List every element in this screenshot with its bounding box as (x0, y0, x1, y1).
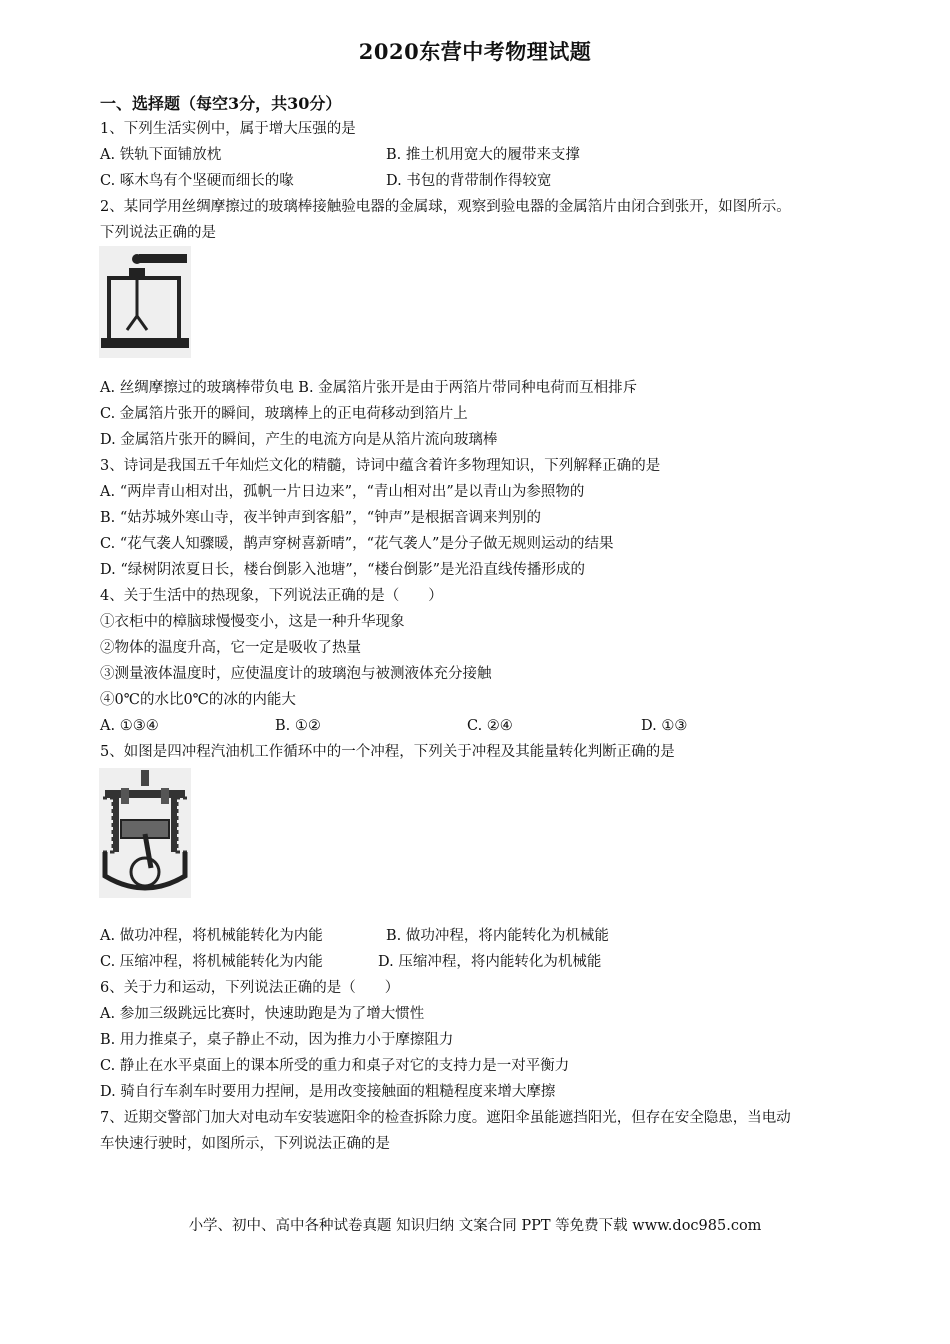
question-4-statement-1: ①衣柜中的樟脑球慢慢变小，这是一种升华现象 (100, 614, 405, 630)
question-2-option-d: D. 金属箔片张开的瞬间，产生的电流方向是从箔片流向玻璃棒 (100, 432, 498, 448)
question-2-stem-cont: 下列说法正确的是 (100, 225, 216, 241)
question-5-option-a: A. 做功冲程，将机械能转化为内能 (100, 928, 323, 944)
question-4-option-c: C. ②④ (467, 718, 513, 734)
question-3-option-d: D. “绿树阴浓夏日长，楼台倒影入池塘”，“楼台倒影”是光沿直线传播形成的 (100, 562, 585, 578)
question-3-option-a: A. “两岸青山相对出，孤帆一片日边来”，“青山相对出”是以青山为参照物的 (100, 484, 585, 500)
question-1-stem: 1、下列生活实例中，属于增大压强的是 (100, 121, 356, 137)
question-1-option-b: B. 推土机用宽大的履带来支撑 (386, 147, 580, 163)
question-4-stem: 4、关于生活中的热现象，下列说法正确的是（ ） (100, 588, 443, 604)
engine-figure (99, 768, 191, 898)
question-1-option-d: D. 书包的背带制作得较宽 (386, 173, 552, 189)
question-3-option-b: B. “姑苏城外寒山寺，夜半钟声到客船”，“钟声”是根据音调来判别的 (100, 510, 542, 526)
electroscope-figure (99, 246, 191, 358)
question-4-statement-3: ③测量液体温度时，应使温度计的玻璃泡与被测液体充分接触 (100, 666, 492, 682)
question-6-option-b: B. 用力推桌子，桌子静止不动，因为推力小于摩擦阻力 (100, 1032, 454, 1048)
question-6-option-a: A. 参加三级跳远比赛时，快速助跑是为了增大惯性 (100, 1006, 425, 1022)
question-2-option-ab: A. 丝绸摩擦过的玻璃棒带负电 B. 金属箔片张开是由于两箔片带同种电荷而互相排斥 (100, 380, 638, 396)
question-7-stem-cont: 车快速行驶时，如图所示，下列说法正确的是 (100, 1136, 390, 1152)
question-4-statement-2: ②物体的温度升高，它一定是吸收了热量 (100, 640, 361, 656)
question-1-option-c: C. 啄木鸟有个坚硬而细长的喙 (100, 173, 294, 189)
question-1-option-a: A. 铁轨下面铺放枕 (100, 147, 222, 163)
question-5-option-d: D. 压缩冲程，将内能转化为机械能 (378, 954, 602, 970)
question-5-stem: 5、如图是四冲程汽油机工作循环中的一个冲程，下列关于冲程及其能量转化判断正确的是 (100, 744, 675, 760)
question-4-option-b: B. ①② (275, 718, 321, 734)
question-5-option-b: B. 做功冲程，将内能转化为机械能 (386, 928, 609, 944)
question-4-statement-4: ④0℃的水比0℃的冰的内能大 (100, 692, 296, 708)
question-3-stem: 3、诗词是我国五千年灿烂文化的精髓，诗词中蕴含着许多物理知识，下列解释正确的是 (100, 458, 661, 474)
page-title: 2020东营中考物理试题 (358, 39, 592, 64)
question-7-stem: 7、近期交警部门加大对电动车安装遮阳伞的检查拆除力度。遮阳伞虽能遮挡阳光，但存在安全隐患，当电动 (100, 1110, 791, 1126)
question-6-stem: 6、关于力和运动，下列说法正确的是（ ） (100, 980, 400, 996)
page-footer: 小学、初中、高中各种试卷真题 知识归纳 文案合同 PPT 等免费下载 www.doc985.com (188, 1218, 762, 1234)
question-3-option-c: C. “花气袭人知骤暖，鹊声穿树喜新晴”，“花气袭人”是分子做无规则运动的结果 (100, 536, 614, 552)
question-2-stem: 2、某同学用丝绸摩擦过的玻璃棒接触验电器的金属球，观察到验电器的金属箔片由闭合到张开，如图所示。 (100, 199, 791, 215)
question-6-option-d: D. 骑自行车刹车时要用力捏闸，是用改变接触面的粗糙程度来增大摩擦 (100, 1084, 556, 1100)
question-2-option-c: C. 金属箔片张开的瞬间，玻璃棒上的正电荷移动到箔片上 (100, 406, 468, 422)
question-6-option-c: C. 静止在水平桌面上的课本所受的重力和桌子对它的支持力是一对平衡力 (100, 1058, 570, 1074)
question-4-option-d: D. ①③ (641, 718, 688, 734)
question-5-option-c: C. 压缩冲程，将机械能转化为内能 (100, 954, 323, 970)
question-4-option-a: A. ①③④ (100, 718, 159, 734)
section-heading: 一、选择题（每空3分，共30分） (100, 94, 342, 113)
